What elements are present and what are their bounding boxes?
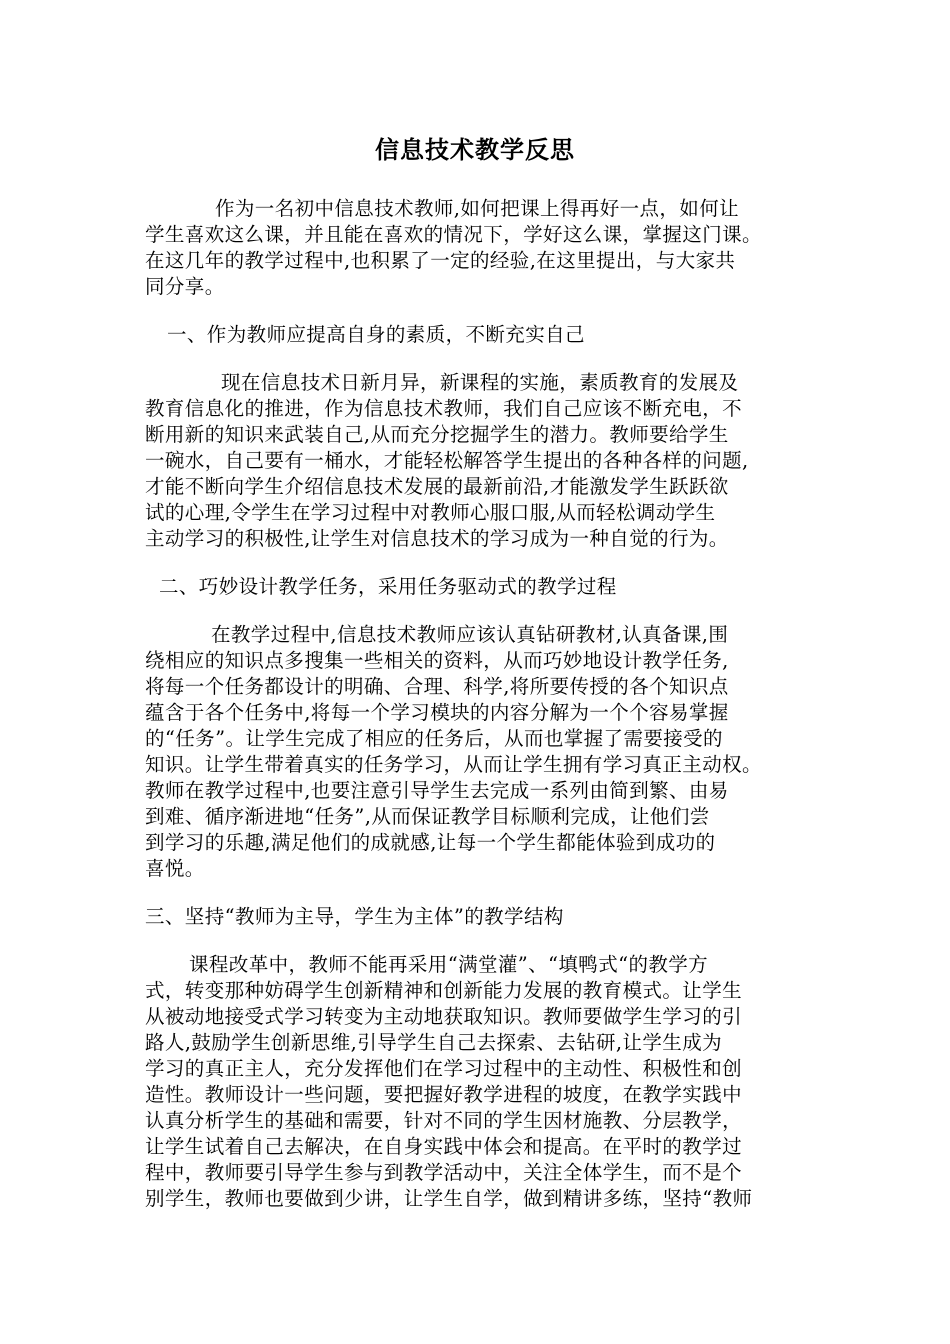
text-line: 教育信息化的推进，作为信息技术教师，我们自己应该不断充电，不 [145, 397, 743, 420]
paragraph-section-3 [145, 952, 809, 1212]
text-line: 别学生，教师也要做到少讲，让学生自学，做到精讲多练，坚持“教师 [145, 1187, 753, 1210]
text-line: 主动学习的积极性,让学生对信息技术的学习成为一种自觉的行为。 [145, 527, 729, 550]
text-line: 学生喜欢这么课，并且能在喜欢的情况下，学好这么课，掌握这门课。 [145, 223, 762, 246]
text-line: 喜悦。 [145, 857, 205, 880]
text-line: 到难、循序渐进地“任务”,从而保证教学目标顺利完成，让他们尝 [145, 805, 710, 828]
text-line: 作为一名初中信息技术教师,如何把课上得再好一点，如何让 [215, 197, 739, 220]
text-line: 课程改革中，教师不能再采用“满堂灌”、“填鸭式“的教学方 [189, 953, 709, 976]
section-heading-2: 二、巧妙设计教学任务，采用任务驱动式的教学过程 [159, 575, 617, 598]
text-line: 的“任务”。让学生完成了相应的任务后，从而也掌握了需要接受的 [145, 727, 723, 750]
text-line: 一碗水，自己要有一桶水，才能轻松解答学生提出的各种各样的问题, [145, 449, 749, 472]
text-line: 教师在教学过程中,也要注意引导学生去完成一系列由简到繁、由易 [145, 779, 729, 802]
text-line: 绕相应的知识点多搜集一些相关的资料，从而巧妙地设计教学任务, [145, 649, 729, 672]
document-body [145, 196, 809, 1212]
section-heading-1: 一、作为教师应提高自身的素质，不断充实自己 [167, 323, 585, 346]
text-line: 路人,鼓励学生创新思维,引导学生自己去探索、去钻研,让学生成为 [145, 1031, 722, 1054]
text-line: 同分享。 [145, 275, 225, 298]
text-line: 造性。教师设计一些问题，要把握好教学进程的坡度，在教学实践中 [145, 1083, 743, 1106]
text-line: 知识。让学生带着真实的任务学习，从而让学生拥有学习真正主动权。 [145, 753, 762, 776]
text-line: 在这几年的教学过程中,也积累了一定的经验,在这里提出，与大家共 [145, 249, 736, 272]
paragraph-intro [145, 196, 809, 300]
text-line: 断用新的知识来武装自己,从而充分挖掘学生的潜力。教师要给学生 [145, 423, 729, 446]
text-line: 才能不断向学生介绍信息技术发展的最新前沿,才能激发学生跃跃欲 [145, 475, 729, 498]
text-line: 让学生试着自己去解决，在自身实践中体会和提高。在平时的教学过 [145, 1135, 743, 1158]
document-title: 信息技术教学反思 [375, 136, 575, 164]
text-line: 学习的真正主人，充分发挥他们在学习过程中的主动性、积极性和创 [145, 1057, 743, 1080]
text-line: 在教学过程中,信息技术教师应该认真钻研教材,认真备课,围 [211, 623, 729, 646]
text-line: 认真分析学生的基础和需要，针对不同的学生因材施教、分层教学， [145, 1109, 743, 1132]
text-line: 现在信息技术日新月异，新课程的实施，素质教育的发展及 [221, 371, 739, 394]
section-heading-3: 三、坚持“教师为主导，学生为主体”的教学结构 [145, 905, 564, 928]
text-line: 将每一个任务都设计的明确、合理、科学,将所要传授的各个知识点 [145, 675, 729, 698]
text-line: 程中，教师要引导学生参与到教学活动中，关注全体学生，而不是个 [145, 1161, 743, 1184]
text-line: 式，转变那种妨碍学生创新精神和创新能力发展的教育模式。让学生 [145, 979, 743, 1002]
text-line: 到学习的乐趣,满足他们的成就感,让每一个学生都能体验到成功的 [145, 831, 716, 854]
paragraph-section-1 [145, 370, 809, 552]
text-line: 试的心理,令学生在学习过程中对教师心服口服,从而轻松调动学生 [145, 501, 716, 524]
text-line: 从被动地接受式学习转变为主动地获取知识。教师要做学生学习的引 [145, 1005, 743, 1028]
paragraph-section-2 [145, 622, 809, 882]
text-line: 蕴含于各个任务中,将每一个学习模块的内容分解为一个个容易掌握 [145, 701, 729, 724]
